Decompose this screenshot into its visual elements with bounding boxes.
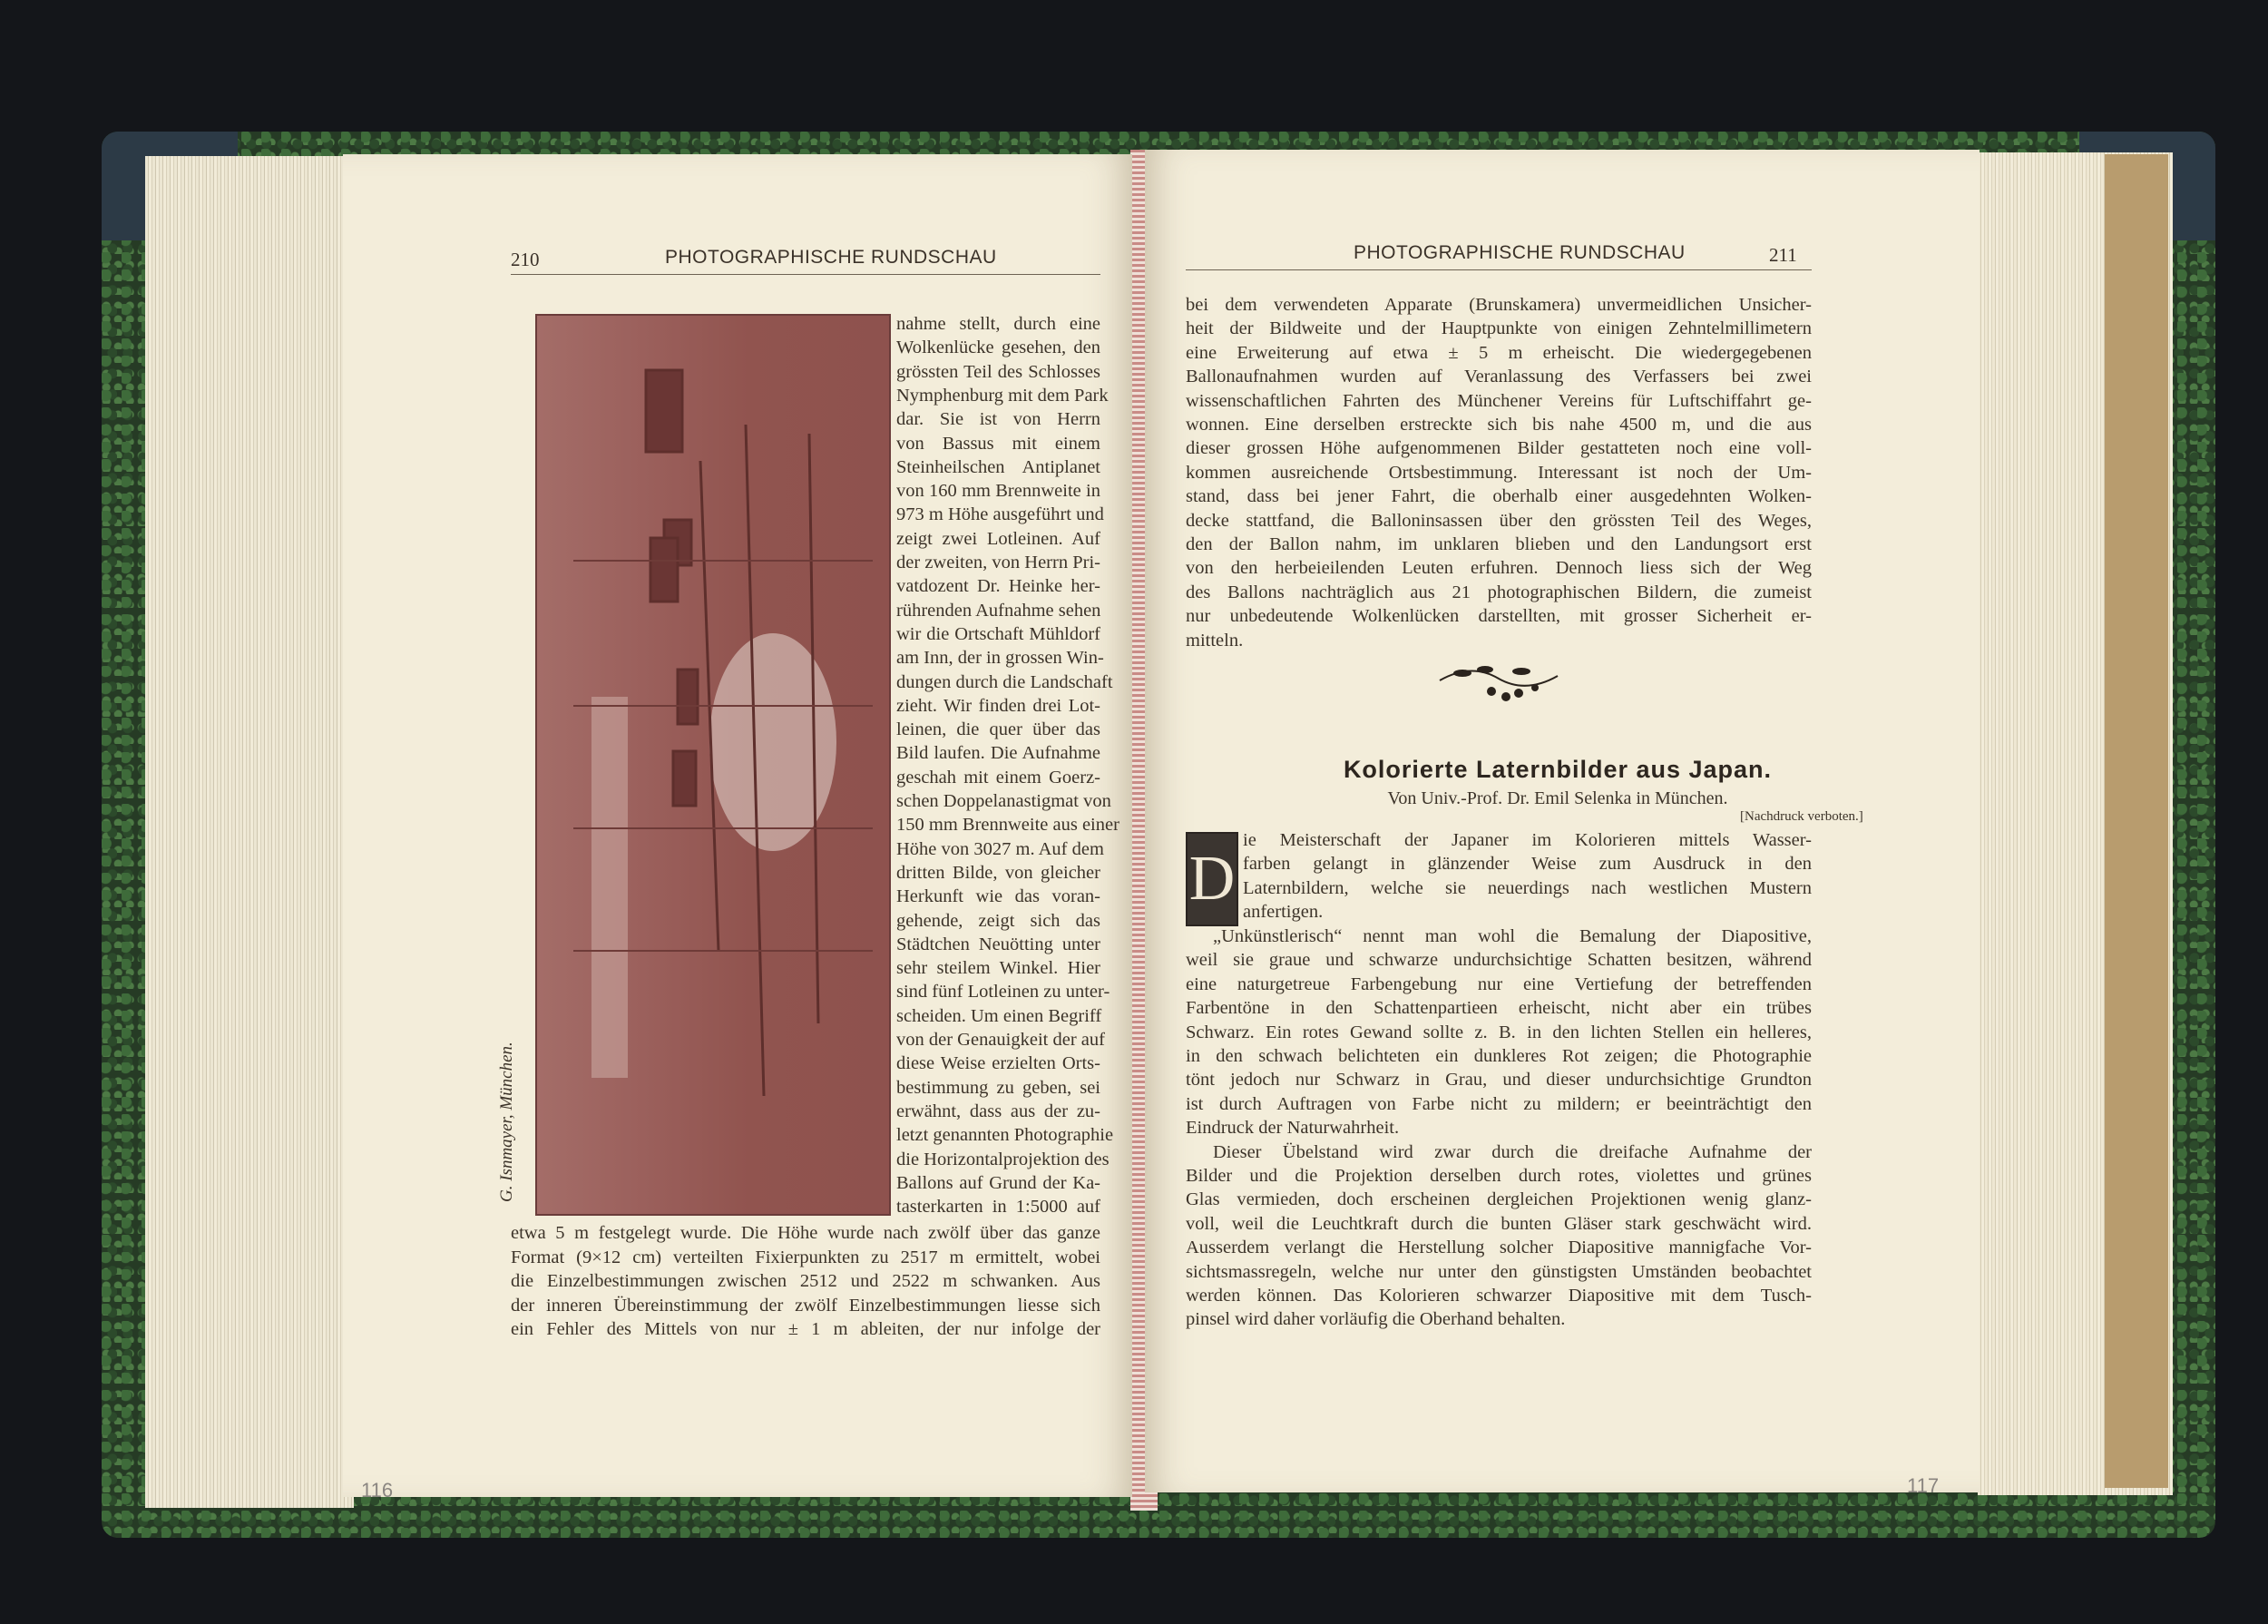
text-line: Städtchen Neuötting unter [896,934,1100,954]
text-line: nur unbedeutende Wolkenlücken darstellten, mit grosser Sicherheit er- [1186,606,1812,627]
text-line: kommen ausreichende Ortsbestimmung. Interessant ist noch der Um- [1186,462,1812,483]
text-line: decke stattfand, die Balloninsassen über den grössten Teil des Weges, [1186,510,1812,531]
text-line: dritten Bilde, von gleicher [896,862,1100,883]
article-title: Kolorierte Laternbilder aus Japan. [1343,756,1773,783]
text-line: eine Erweiterung auf etwa ± 5 m erheischt. Die wiedergegebenen [1186,342,1812,363]
article-author: Von Univ.-Prof. Dr. Emil Selenka in München. [1387,788,1728,808]
text-line: die Einzelbestimmungen zwischen 2512 und 2522 m schwanken. Aus [511,1271,1100,1291]
text-line: Format (9×12 cm) verteilten Fixierpunkten zu 2517 m ermittelt, wobei [511,1247,1100,1267]
floral-ornament [1435,653,1562,708]
text-line: wir die Ortschaft Mühldorf [896,623,1100,644]
text-line: rührenden Aufnahme sehen [896,600,1101,621]
text-line: wissenschaftlichen Fahrten des Münchener Vereins für Luftschiffahrt ge- [1186,390,1812,411]
text-line: ie Meisterschaft der Japaner im Kolorieren mittels Wasser- [1243,830,1812,850]
text-line: 150 mm Brennweite aus einer [896,815,1119,836]
text-line: die Horizontalprojektion des [896,1149,1110,1169]
text-line: bei dem verwendeten Apparate (Brunskamera) unvermeidlichen Unsicher- [1186,295,1812,315]
text-line: Höhe von 3027 m. Auf dem [896,838,1104,859]
text-line: dieser grossen Höhe aufgenommenen Bilder gestatteten noch eine voll- [1186,438,1812,459]
text-line: dungen durch die Landschaft [896,671,1113,692]
balloon-photograph [535,314,891,1216]
text-line: von 160 mm Brennweite in [896,481,1100,502]
text-line: gehende, zeigt sich das [896,910,1100,931]
text-line: werden können. Das Kolorieren schwarzer Diapositive mit dem Tusch- [1186,1286,1812,1306]
text-line: geschah mit einem Goerz- [896,767,1100,788]
text-line: ein Fehler des Mittels von nur ± 1 m ableiten, der nur infolge der [511,1319,1100,1339]
drop-cap: D [1186,832,1238,926]
text-line: Wolkenlücke gesehen, den [896,338,1100,358]
text-line: Farbentöne in den Schattenpartieen erheischt, nicht aber ein trübes [1186,998,1812,1019]
text-line: Eindruck der Naturwahrheit. [1186,1118,1400,1139]
text-line: etwa 5 m festgelegt wurde. Die Höhe wurde nach zwölf über das ganze [511,1223,1100,1243]
text-line: voll, weil die Leuchtkraft durch die bunten Gläser stark geschwächt wird. [1186,1213,1812,1234]
text-line: scheiden. Um einen Begriff [896,1005,1102,1026]
text-line: am Inn, der in grossen Win- [896,648,1104,669]
text-line: weil sie graue und schwarze undurchsichtige Schatten besitzen, während [1186,950,1812,971]
text-line: der zweiten, von Herrn Pri- [896,553,1100,572]
text-line: vatdozent Dr. Heinke her- [896,576,1100,597]
text-line: von Bassus mit einem [896,433,1100,454]
text-line: „Unkünstlerisch“ nennt man wohl die Bemalung der Diapositive, [1213,926,1812,946]
text-line: Ballonaufnahmen wurden auf Veranlassung des Verfassers bei zwei [1186,367,1812,387]
text-line: mitteln. [1186,630,1244,651]
text-line: Schwarz. Ein rotes Gewand sollte z. B. in den lichten Stellen ein helleres, [1186,1022,1812,1042]
text-line: tasterkarten in 1:5000 auf [896,1197,1100,1218]
text-line: leinen, die quer über das [896,719,1100,740]
text-line: von der Genauigkeit der auf [896,1030,1105,1050]
text-line: erwähnt, dass aus der zu- [896,1101,1100,1121]
copyright-note: [Nachdruck verboten.] [1740,809,1863,824]
text-line: sehr steilem Winkel. Hier [896,958,1100,979]
text-line: des Ballons nachträglich aus 21 photographischen Bildern, die zumeist [1186,582,1812,602]
text-line: Nymphenburg mit dem Park [896,385,1109,406]
text-line: tönt jedoch nur Schwarz in Grau, und dieser undurchsichtige Grundton [1186,1070,1812,1091]
text-line: bestimmung zu geben, sei [896,1077,1100,1098]
text-line: letzt genannten Photographie [896,1125,1114,1146]
text-line: von den herbeieilenden Leuten erfuhren. Dennoch liess sich der Weg [1186,558,1812,579]
header-rule [511,274,1100,275]
text-line: wonnen. Eine derselben erstreckte sich bis nahe 4500 m, und die aus [1186,415,1812,435]
text-line: ist durch Auftragen von Farbe nicht zu mildern; er beeinträchtigt den [1186,1093,1812,1114]
text-line: Steinheilschen Antiplanet [896,456,1100,477]
text-line: Ballons auf Grund der Ka- [896,1172,1100,1193]
right-page [1145,150,1980,1497]
pencil-folio: 117 [1907,1474,1940,1497]
text-line: nahme stellt, durch eine [896,314,1100,334]
text-line: sichtsmassregeln, welche nur unter den günstigsten Umständen beobachtet [1186,1261,1812,1282]
left-page [343,154,1132,1502]
text-line: Bild laufen. Die Aufnahme [896,743,1100,764]
text-line: eine naturgetreue Farbengebung nur eine Vertiefung der betreffenden [1186,973,1812,994]
text-line: 973 m Höhe ausgeführt und [896,504,1104,525]
page-number: 210 [511,249,540,270]
photo-credit: G. Isnmayer, München. [497,1042,516,1202]
text-line: diese Weise erzielten Orts- [896,1053,1100,1074]
page-number: 211 [1769,244,1797,266]
text-line: Bilder und die Projektion derselben durch rotes, violettes und grünes [1186,1166,1812,1186]
text-line: dar. Sie ist von Herrn [896,409,1100,430]
text-line: sind fünf Lotleinen zu unter- [896,982,1110,1003]
text-line: der inneren Übereinstimmung der zwölf Einzelbestimmungen liesse sich [511,1295,1100,1316]
text-line: zeigt zwei Lotleinen. Auf [896,528,1100,549]
running-header: PHOTOGRAPHISCHE RUNDSCHAU [1354,242,1686,263]
text-line: Dieser Übelstand wird zwar durch die dreifache Aufnahme der [1213,1141,1812,1162]
header-rule [1186,269,1812,270]
text-line: farben gelangt in glänzender Weise zum Ausdruck in den [1243,854,1812,875]
text-line: in den schwach belichteten ein dunkleres Rot zeigen; die Photographie [1186,1046,1812,1066]
text-line: schen Doppelanastigmat von [896,791,1111,811]
text-line: zieht. Wir finden drei Lot- [896,695,1100,716]
text-line: heit der Bildweite und der Hauptpunkte von einigen Zehntelmillimetern [1186,318,1812,339]
text-line: Glas vermieden, doch erscheinen dergleichen Projektionen wenig glanz- [1186,1189,1812,1210]
page-edges-right-shade [2105,154,2168,1488]
text-line: pinsel wird daher vorläufig die Oberhand behalten. [1186,1309,1566,1330]
page-edges-left [145,156,354,1508]
text-line: grössten Teil des Schlosses [896,361,1100,382]
text-line: Ausserdem verlangt die Herstellung solcher Diapositive mannigfache Vor- [1186,1238,1812,1258]
text-line: den der Ballon nahm, im unklaren blieben und den Landungsort erst [1186,534,1812,554]
text-line: stand, dass bei jener Fahrt, die oberhalb einer ausgedehnten Wolken- [1186,486,1812,507]
photo-scene [537,316,889,1214]
text-line: Laternbildern, welche sie neuerdings nach westlichen Mustern [1243,877,1812,898]
text-line: anfertigen. [1243,902,1324,923]
text-line: Herkunft wie das voran- [896,886,1100,907]
pencil-folio: 116 [361,1479,394,1502]
running-header: PHOTOGRAPHISCHE RUNDSCHAU [665,247,997,268]
